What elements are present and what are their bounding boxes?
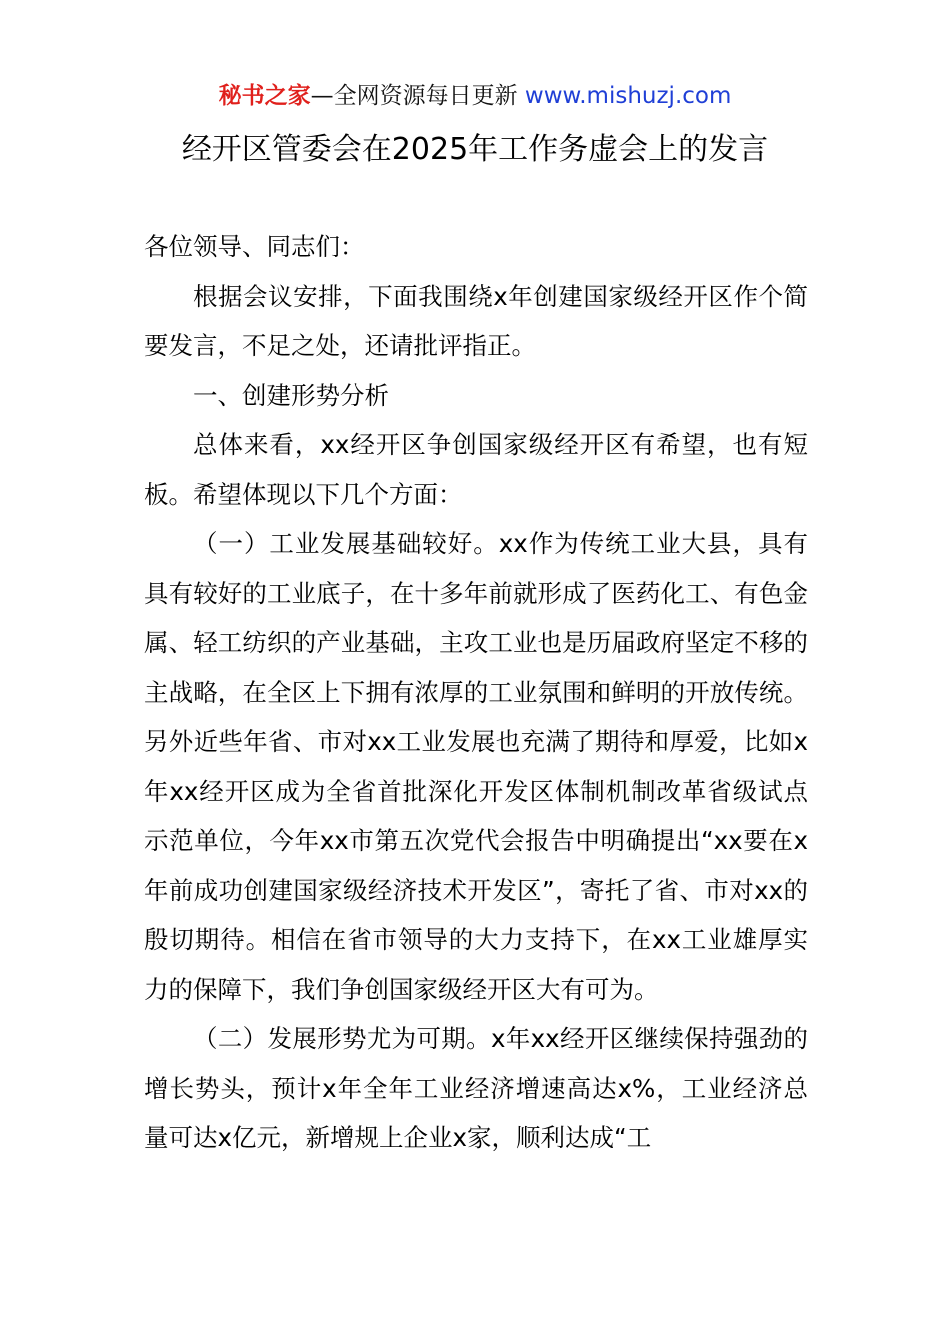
site-url: www.mishuzj.com bbox=[524, 83, 732, 109]
paragraph-intro: 根据会议安排，下面我围绕x年创建国家级经开区作个简要发言，不足之处，还请批评指正。 bbox=[144, 281, 808, 360]
header-tagline: —全网资源每日更新 bbox=[310, 83, 525, 109]
section-heading: 一、创建形势分析 bbox=[193, 380, 389, 410]
salutation: 各位领导、同志们： bbox=[144, 232, 365, 261]
document-body bbox=[144, 222, 808, 1163]
paragraph-overview: 总体来看，xx经开区争创国家级经开区有希望，也有短板。希望体现以下几个方面： bbox=[144, 430, 808, 509]
paragraph-industrial-base: （一）工业发展基础较好。xx作为传统工业大县，具有具有较好的工业底子，在十多年前就形成了医药化工、有色金属、轻工纺织的产业基础，主攻工业也是历届政府坚定不移的主战略，在全区上下拥有浓厚的工业氛围和鲜明的开放传统。另外近些年省、市对xx工业发展也充满了期待和厚爱，比如x年xx经开区成为全省首批深化开发区体制机制改革省级试点示范单位，今年xx市第五次党代会报告中明确提出“xx要在x年前成功创建国家级经济技术开发区”，寄托了省、市对xx的殷切期待。相信在省市领导的大力支持下，在xx工业雄厚实力的保障下，我们争创国家级经开区大有可为。 bbox=[144, 529, 808, 1004]
site-header bbox=[0, 80, 950, 112]
brand-name: 秘书之家 bbox=[218, 83, 311, 109]
paragraph-development-outlook: （二）发展形势尤为可期。x年xx经开区继续保持强劲的增长势头，预计x年全年工业经济增速高达x%，工业经济总量可达x亿元，新增规上企业x家，顺利达成“工 bbox=[144, 1024, 808, 1152]
document-title: 经开区管委会在2025年工作务虚会上的发言 bbox=[181, 132, 769, 167]
